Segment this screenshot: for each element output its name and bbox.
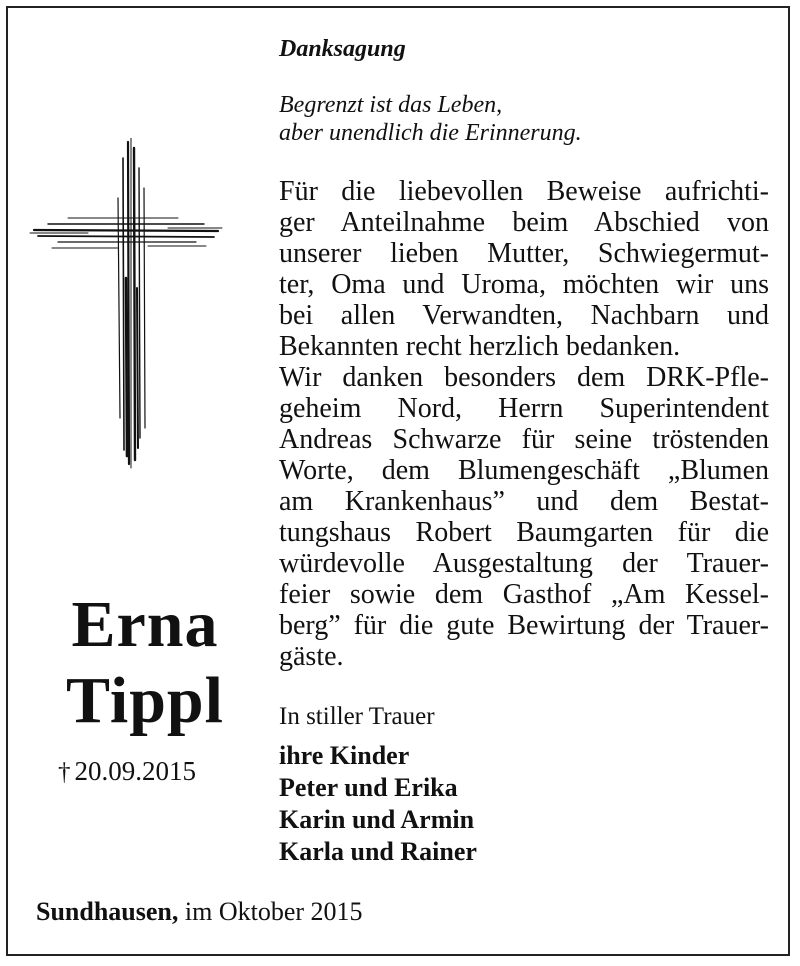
christian-cross-icon (28, 138, 224, 470)
thanks-line: gäste. (279, 641, 344, 672)
thanks-line: Bekannten recht herzlich bedanken. (279, 331, 681, 362)
mourning-line: In stiller Trauer (279, 703, 435, 730)
dagger-icon: † (58, 759, 71, 786)
thanks-line: feier sowie dem Gasthof „Am Kessel- (279, 579, 769, 610)
motto-line: aber unendlich die Erinnerung. (279, 120, 582, 146)
thanks-line: Andreas Schwarze für seine tröstenden (279, 424, 769, 455)
thanks-line: am Krankenhaus” und dem Bestat- (279, 486, 769, 517)
signer-line: Peter und Erika (279, 773, 458, 802)
thanks-line: würdevolle Ausgestaltung der Trauer- (279, 548, 769, 579)
place-date-line (36, 897, 363, 927)
death-date: 20.09.2015 (74, 756, 196, 786)
thanks-line: tungshaus Robert Baumgarten für die (279, 517, 769, 548)
signer-line: Karin und Armin (279, 805, 475, 834)
thanks-line: Worte, dem Blumengeschäft „Blumen (279, 455, 769, 486)
thanks-line: Wir danken besonders dem DRK-Pfle- (279, 362, 769, 393)
death-date-line (58, 756, 196, 787)
thanks-text (279, 176, 769, 672)
place-name: Sundhausen, (36, 897, 179, 926)
motto-line: Begrenzt ist das Leben, (279, 92, 503, 118)
notice-heading: Danksagung (279, 36, 406, 62)
thanks-line: unserer lieben Mutter, Schwiegermut- (279, 238, 769, 269)
signer-line: ihre Kinder (279, 741, 410, 770)
thanks-line: geheim Nord, Herrn Superintendent (279, 393, 769, 424)
thanks-line: berg” für die gute Bewirtung der Trauer- (279, 610, 769, 641)
thanks-line: Für die liebevollen Beweise aufrichti- (279, 176, 769, 207)
signers-list (279, 740, 477, 868)
deceased-last-name: Tippl (66, 664, 224, 737)
signer-line: Karla und Rainer (279, 837, 477, 866)
thanks-line: ter, Oma und Uroma, möchten wir uns (279, 269, 769, 300)
thanks-line: bei allen Verwandten, Nachbarn und (279, 300, 769, 331)
deceased-first-name: Erna (71, 588, 219, 661)
thanks-line: ger Anteilnahme beim Abschied von (279, 207, 769, 238)
notice-date: im Oktober 2015 (178, 897, 363, 926)
